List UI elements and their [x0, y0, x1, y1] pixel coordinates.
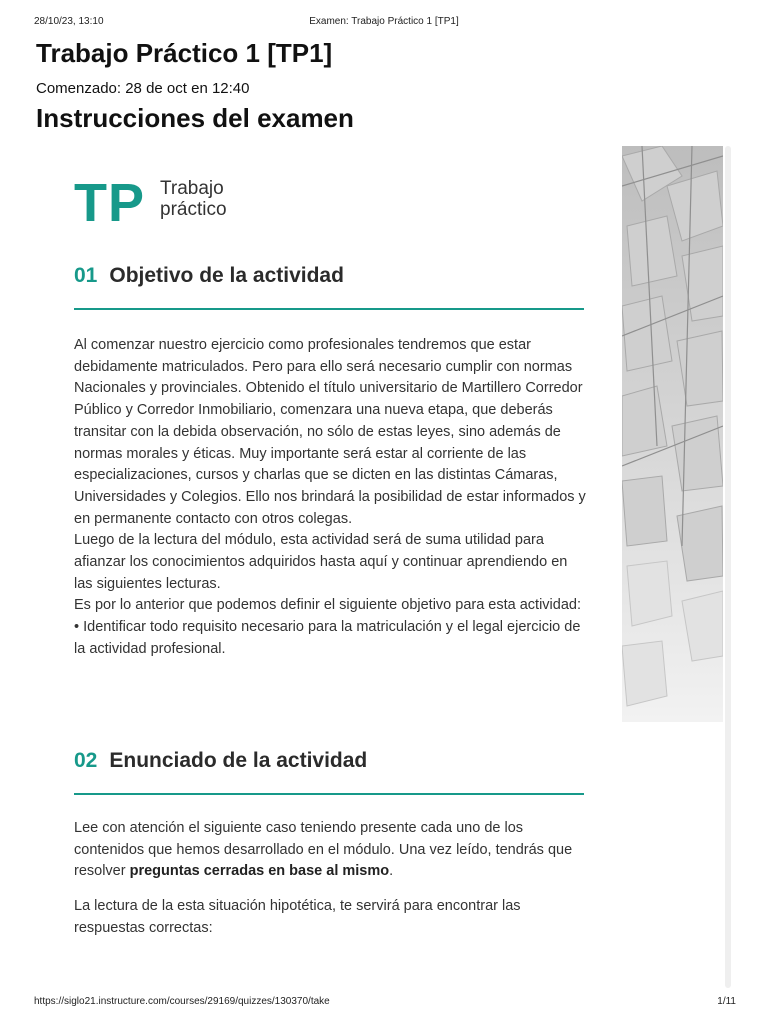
activity-1-number: 01 — [74, 264, 98, 287]
activity-2-paragraph-1 — [74, 818, 586, 883]
instructions-content — [36, 146, 620, 986]
activity-1-paragraph: Luego de la lectura del módulo, esta actividad será de suma utilidad para afianzar los conocimientos adquiridos hasta aquí y continuar aprendiendo en las siguientes lecturas. — [74, 532, 568, 592]
activity-2-divider — [74, 793, 584, 795]
print-url: https://siglo21.instructure.com/courses/29169/quizzes/130370/take — [34, 996, 330, 1007]
activity-1-title: Objetivo de la actividad — [109, 264, 344, 287]
print-footer — [34, 996, 736, 1010]
started-timestamp: Comenzado: 28 de oct en 12:40 — [36, 80, 250, 97]
activity-2-text-end: . — [389, 863, 394, 880]
activity-2-text: Lee con atención el siguiente caso teniendo presente cada uno de los contenidos que hemos desarrollado en el módulo. Una vez leído, tendrás que resolver — [74, 820, 573, 880]
tp-logo-letters: TP — [74, 173, 146, 233]
activity-2-title: Enunciado de la actividad — [109, 749, 368, 772]
activity-1-bullet: • Identificar todo requisito necesario para la matriculación y el legal ejercicio de la actividad profesional. — [74, 619, 581, 657]
scrollbar[interactable] — [725, 146, 731, 988]
decorative-architecture-image — [622, 146, 723, 722]
print-header — [34, 16, 734, 30]
print-date: 28/10/23, 13:10 — [34, 16, 104, 27]
activity-2-bold-text: preguntas cerradas en base al mismo — [129, 863, 390, 880]
activity-1-paragraph: Es por lo anterior que podemos definir el siguiente objetivo para esta actividad: — [74, 597, 581, 614]
activity-1-paragraph: Al comenzar nuestro ejercicio como profesionales tendremos que estar debidamente matriculados. Pero para ello será necesario cumplir con normas Nacionales y provinciales. Obtenido el título universitario de Martillero Corredor Público y Corredor Inmobiliario, comenzara una nueva etapa, que deberás transitar con la debida observación, no sólo de estas leyes, sino además de normas morales y éticas. Muy importante será estar al corriente de las especializaciones, cursos y charlas que se dicten en las distintas Cámaras, Universidades y Colegios. Ello nos brindará la posibilidad de estar informados y en permanente contacto con otros colegas. — [74, 337, 586, 527]
exam-instructions-heading: Instrucciones del examen — [36, 103, 354, 133]
activity-1-heading — [74, 264, 344, 288]
activity-2-text-2: La lectura de la esta situación hipotética, te servirá para encontrar las respuestas correctas: — [74, 898, 521, 936]
activity-1-divider — [74, 308, 584, 310]
print-document-title: Examen: Trabajo Práctico 1 [TP1] — [309, 16, 459, 27]
tp-logo-line-2: práctico — [160, 199, 227, 220]
activity-2-paragraph-2 — [74, 896, 586, 939]
tp-logo-line-1: Trabajo — [160, 178, 224, 199]
tp-logo-words — [160, 178, 280, 220]
activity-1-body — [74, 335, 586, 661]
activity-2-number: 02 — [74, 749, 98, 772]
print-page-number: 1/11 — [717, 996, 736, 1007]
page-title: Trabajo Práctico 1 [TP1] — [36, 38, 333, 68]
activity-2-heading — [74, 749, 367, 773]
